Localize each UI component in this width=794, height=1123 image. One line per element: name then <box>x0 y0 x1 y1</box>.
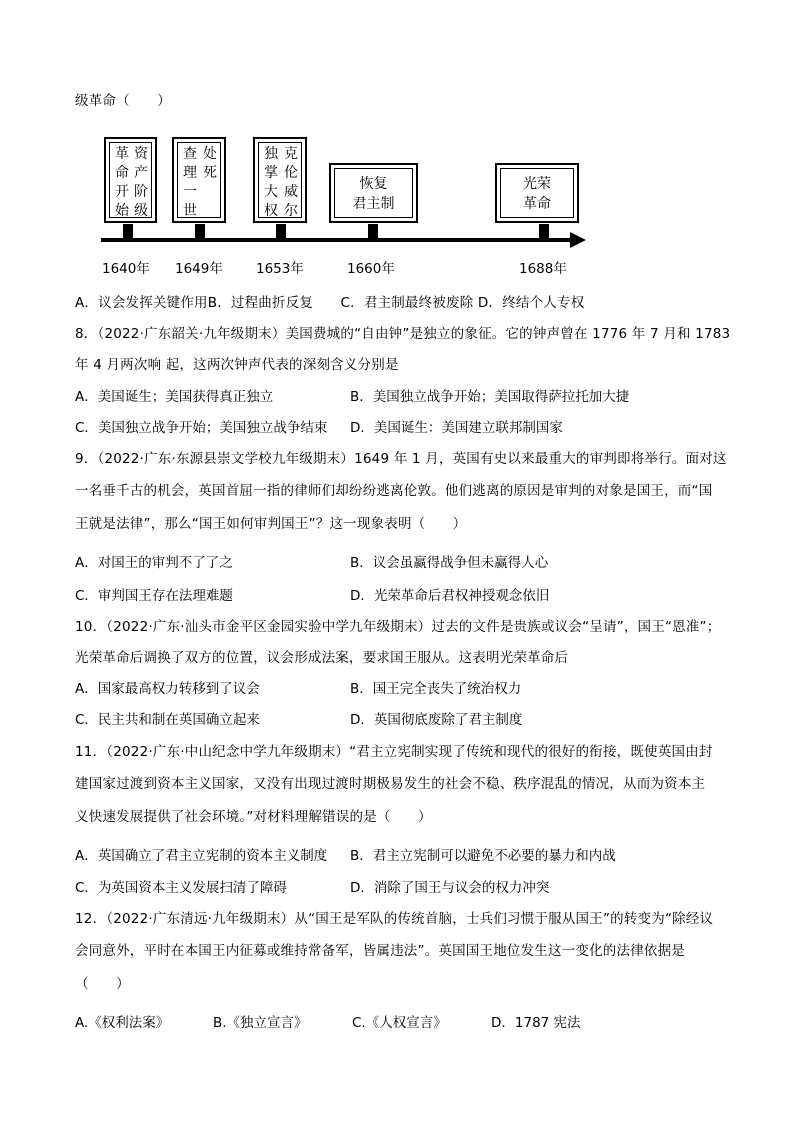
timeline-box-1660-line2: 君主制 <box>352 196 395 212</box>
timeline-box-1640-col2: 资产阶级 <box>134 146 148 219</box>
question-10-option-c: C．民主共和制在英国确立起来 <box>75 712 260 728</box>
timeline-tick <box>539 224 549 239</box>
timeline-year: 1660年 <box>347 261 395 277</box>
timeline-box-1649-col2: 处死 <box>203 146 217 181</box>
question-8-stem: 年 4 月两次响 起，这两次钟声代表的深刻含义分别是 <box>75 357 399 373</box>
question-11-option-c: C．为英国资本主义发展扫清了障碍 <box>75 880 287 896</box>
timeline-year: 1653年 <box>256 261 304 277</box>
timeline-box-1660 <box>329 163 418 223</box>
question-12-stem: 12．（2022·广东清远·九年级期末）从“国王是军队的传统首脑，士兵们习惯于服从国王”的转变为“除经议 <box>75 911 714 927</box>
question-10-option-a: A．国家最高权力转移到了议会 <box>75 681 260 697</box>
timeline-year: 1688年 <box>519 261 567 277</box>
timeline-box-1653-col1: 独掌大权 <box>264 146 278 219</box>
timeline-box-1660-line1: 恢复 <box>359 176 388 192</box>
timeline-box-1688-line2: 革命 <box>523 196 551 212</box>
question-7-options: A．议会发挥关键作用B．过程曲折反复 C．君主制最终被废除 D．终结个人专权 <box>75 295 585 311</box>
timeline-box-1640-col1: 革命开始 <box>115 146 129 219</box>
timeline-box-1649-col1: 查理一世 <box>183 146 197 219</box>
timeline-box-1653 <box>253 137 307 223</box>
question-9-stem: 王就是法律”，那么“国王如何审判国王”？这一现象表明（ ） <box>75 516 467 532</box>
timeline-box-1649 <box>172 137 226 223</box>
question-8-option-a: A．美国诞生；美国获得真正独立 <box>75 389 274 405</box>
question-12-option-d: D．1787 宪法 <box>491 1015 581 1031</box>
timeline-tick <box>195 224 205 239</box>
timeline-arrow-icon <box>570 232 586 248</box>
question-12-option-a: A.《权利法案》 <box>75 1015 170 1031</box>
question-10-stem: 10．（2022·广东·汕头市金平区金园实验中学九年级期末）过去的文件是贵族或议会“呈请”，国王“恩准”； <box>75 619 721 635</box>
timeline-box-1640 <box>104 137 157 223</box>
question-7-stem-end: 级革命（ ） <box>75 93 171 109</box>
question-9-option-a: A．对国王的审判不了了之 <box>75 555 233 571</box>
timeline-tick <box>276 224 286 239</box>
question-12-option-b: B.《独立宣言》 <box>213 1015 308 1031</box>
timeline-axis <box>101 238 573 242</box>
question-12-stem: （ ） <box>75 976 130 992</box>
question-11-option-d: D．消除了国王与议会的权力冲突 <box>350 880 550 896</box>
timeline-box-1688 <box>495 163 579 223</box>
question-8-option-d: D．美国诞生：美国建立联邦制国家 <box>350 420 563 436</box>
timeline-year: 1649年 <box>175 261 223 277</box>
question-8-stem: 8．（2022·广东韶关·九年级期末）美国费城的“自由钟”是独立的象征。它的钟声曾在 1776 年 7 月和 1783 <box>75 326 731 342</box>
question-10-stem: 光荣革命后调换了双方的位置，议会形成法案，要求国王服从。这表明光荣革命后 <box>75 650 569 666</box>
question-11-stem: 义快速发展提供了社会环境。”对材料理解错误的是（ ） <box>75 809 432 825</box>
question-9-stem: 9．（2022·广东·东源县崇文学校九年级期末）1649 年 1 月，英国有史以来最重大的审判即将举行。面对这 <box>75 451 727 467</box>
question-8-option-c: C．美国独立战争开始；美国独立战争结束 <box>75 420 328 436</box>
question-12-option-c: C.《人权宣言》 <box>352 1015 447 1031</box>
question-10-option-d: D．英国彻底废除了君主制度 <box>350 712 523 728</box>
question-9-option-c: C．审判国王存在法理难题 <box>75 588 233 604</box>
question-11-stem: 11．（2022·广东·中山纪念中学九年级期末）“君主立宪制实现了传统和现代的很好的衔接，既使英国由封 <box>75 744 713 760</box>
question-10-option-b: B．国王完全丧失了统治权力 <box>350 681 522 697</box>
question-9-stem: 一名垂千古的机会，英国首屈一指的律师们却纷纷逃离伦敦。他们逃离的原因是审判的对象是国王，而“国 <box>75 483 713 499</box>
timeline-box-1653-col2: 克伦威尔 <box>284 146 298 219</box>
timeline-year: 1640年 <box>102 261 150 277</box>
question-11-stem: 建国家过渡到资本主义国家，又没有出现过渡时期极易发生的社会不稳、秩序混乱的情况，从而为资本主 <box>75 776 706 792</box>
question-11-option-b: B．君主立宪制可以避免不必要的暴力和内战 <box>350 848 616 864</box>
question-9-option-b: B．议会虽赢得战争但未赢得人心 <box>350 555 549 571</box>
question-8-option-b: B．美国独立战争开始；美国取得萨拉托加大捷 <box>350 389 630 405</box>
timeline-tick <box>123 224 133 239</box>
question-9-option-d: D．光荣革命后君权神授观念依旧 <box>350 588 550 604</box>
question-11-option-a: A．英国确立了君主立宪制的资本主义制度 <box>75 848 328 864</box>
timeline-tick <box>368 224 378 239</box>
question-12-stem: 会同意外，平时在本国王内征募或维持常备军，皆属违法”。英国国王地位发生这一变化的法律依据是 <box>75 943 685 959</box>
timeline-box-1688-line1: 光荣 <box>523 176 551 192</box>
